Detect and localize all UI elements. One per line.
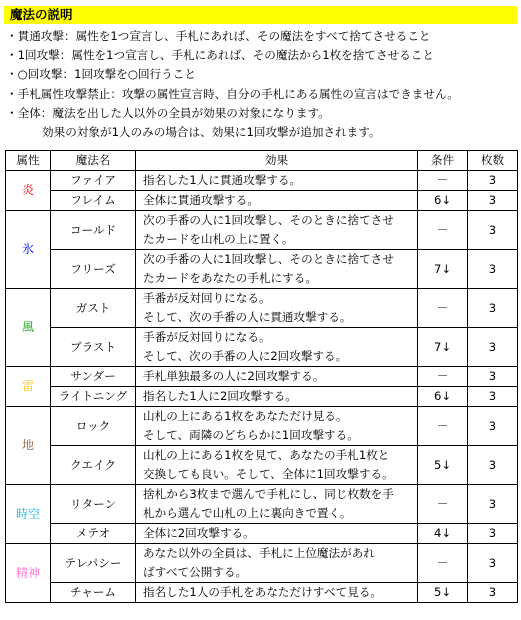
spell-condition: 6↓ bbox=[418, 191, 468, 211]
spell-condition: 7↓ bbox=[418, 250, 468, 289]
spell-count: 3 bbox=[468, 328, 518, 367]
effect-line: 山札の上にある1枚を見て、あなたの手札1枚と bbox=[143, 448, 390, 462]
effect-line: ばすべて公開する。 bbox=[143, 565, 248, 579]
spell-count: 3 bbox=[468, 524, 518, 544]
spell-count: 3 bbox=[468, 485, 518, 524]
effect-line: あなた以外の全員は、手札に上位魔法があれ bbox=[143, 546, 375, 560]
spell-condition: 6↓ bbox=[418, 387, 468, 407]
effect-line: 全体に貫通攻撃する。 bbox=[143, 193, 259, 207]
effect-line: 指名した1人の手札をあなただけすべて見る。 bbox=[143, 585, 383, 599]
spell-effect bbox=[136, 583, 418, 603]
attribute-cell: 地 bbox=[6, 407, 51, 485]
spell-name: リターン bbox=[51, 485, 136, 524]
magic-table bbox=[5, 150, 518, 603]
table-row bbox=[6, 387, 518, 407]
table-header-row bbox=[6, 151, 518, 171]
effect-line: 次の手番の人に1回攻撃し、そのときに捨てさせ bbox=[143, 213, 394, 227]
spell-effect bbox=[136, 544, 418, 583]
effect-line: そして、両隣のどちらかに1回攻撃する。 bbox=[143, 428, 359, 442]
spell-name: フレイム bbox=[51, 191, 136, 211]
effect-line: そして、次の手番の人に貫通攻撃する。 bbox=[143, 310, 352, 324]
attribute-cell: 時空 bbox=[6, 485, 51, 544]
table-row bbox=[6, 485, 518, 524]
spell-effect bbox=[136, 387, 418, 407]
effect-line: 次の手番の人に1回攻撃し、そのときに捨てさせ bbox=[143, 252, 394, 266]
spell-effect bbox=[136, 211, 418, 250]
spell-name: コールド bbox=[51, 211, 136, 250]
effect-line: 手番が反対回りになる。 bbox=[143, 330, 271, 344]
spell-count: 3 bbox=[468, 387, 518, 407]
table-row bbox=[6, 544, 518, 583]
spell-count: 3 bbox=[468, 171, 518, 191]
spell-condition: － bbox=[418, 211, 468, 250]
table-row bbox=[6, 191, 518, 211]
spell-count: 3 bbox=[468, 407, 518, 446]
spell-effect bbox=[136, 446, 418, 485]
table-row bbox=[6, 289, 518, 328]
spell-condition: 7↓ bbox=[418, 328, 468, 367]
header-effect: 効果 bbox=[136, 151, 418, 171]
spell-name: ロック bbox=[51, 407, 136, 446]
effect-line: 指名した1人に貫通攻撃する。 bbox=[143, 173, 302, 187]
spell-name: ライトニング bbox=[51, 387, 136, 407]
spell-effect bbox=[136, 485, 418, 524]
spell-condition: 4↓ bbox=[418, 524, 468, 544]
spell-name: ガスト bbox=[51, 289, 136, 328]
spell-name: クエイク bbox=[51, 446, 136, 485]
page-title: 魔法の説明 bbox=[4, 6, 517, 24]
effect-line: 交換しても良い。そして、全体に1回攻撃する。 bbox=[143, 467, 394, 481]
spell-name: ファイア bbox=[51, 171, 136, 191]
header-attribute: 属性 bbox=[6, 151, 51, 171]
effect-line: 指名した1人に2回攻撃する。 bbox=[143, 389, 297, 403]
spell-count: 3 bbox=[468, 367, 518, 387]
effect-line: 手札単独最多の人に2回攻撃する。 bbox=[143, 369, 325, 383]
table-row bbox=[6, 250, 518, 289]
rule-multiple-attack: ・○回攻撃：1回攻撃を○回行うこと bbox=[6, 67, 196, 82]
effect-line: 札から選んで山札の上に裏向きで置く。 bbox=[143, 506, 352, 520]
rule-all-targets-note: 効果の対象が1人のみの場合は、効果に1回攻撃が追加されます。 bbox=[42, 124, 381, 139]
rule-single-attack: ・1回攻撃：属性を1つ宣言し、手札にあれば、その魔法から1枚を捨てさせること bbox=[6, 48, 434, 63]
spell-effect bbox=[136, 250, 418, 289]
spell-effect bbox=[136, 367, 418, 387]
spell-condition: 5↓ bbox=[418, 583, 468, 603]
table-row bbox=[6, 328, 518, 367]
spell-count: 3 bbox=[468, 446, 518, 485]
spell-effect bbox=[136, 289, 418, 328]
effect-line: 全体に2回攻撃する。 bbox=[143, 526, 255, 540]
rule-hand-attribute-ban: ・手札属性攻撃禁止：攻撃の属性宣言時、自分の手札にある属性の宣言はできません。 bbox=[6, 86, 459, 101]
attribute-cell: 精神 bbox=[6, 544, 51, 603]
spell-condition: 5↓ bbox=[418, 446, 468, 485]
table-row bbox=[6, 524, 518, 544]
spell-count: 3 bbox=[468, 289, 518, 328]
header-spell-name: 魔法名 bbox=[51, 151, 136, 171]
effect-line: そして、次の手番の人に2回攻撃する。 bbox=[143, 349, 348, 363]
spell-name: ブラスト bbox=[51, 328, 136, 367]
spell-count: 3 bbox=[468, 583, 518, 603]
spell-effect bbox=[136, 171, 418, 191]
table-row bbox=[6, 407, 518, 446]
spell-name: メテオ bbox=[51, 524, 136, 544]
attribute-cell: 雷 bbox=[6, 367, 51, 407]
spell-name: サンダー bbox=[51, 367, 136, 387]
effect-line: 山札の上にある1枚をあなただけ見る。 bbox=[143, 409, 348, 423]
spell-effect bbox=[136, 191, 418, 211]
spell-count: 3 bbox=[468, 250, 518, 289]
effect-line: 手番が反対回りになる。 bbox=[143, 291, 271, 305]
spell-effect bbox=[136, 407, 418, 446]
table-row bbox=[6, 367, 518, 387]
table-row bbox=[6, 583, 518, 603]
spell-name: チャーム bbox=[51, 583, 136, 603]
effect-line: 捨札から3枚まで選んで手札にし、同じ枚数を手 bbox=[143, 487, 394, 501]
spell-count: 3 bbox=[468, 191, 518, 211]
spell-condition: － bbox=[418, 407, 468, 446]
spell-condition: － bbox=[418, 171, 468, 191]
header-count: 枚数 bbox=[468, 151, 518, 171]
rule-penetrating-attack: ・貫通攻撃：属性を1つ宣言し、手札にあれば、その魔法をすべて捨てさせること bbox=[6, 29, 431, 43]
spell-effect bbox=[136, 524, 418, 544]
spell-condition: － bbox=[418, 289, 468, 328]
spell-condition: － bbox=[418, 485, 468, 524]
table-row bbox=[6, 171, 518, 191]
header-condition: 条件 bbox=[418, 151, 468, 171]
spell-name: フリーズ bbox=[51, 250, 136, 289]
spell-count: 3 bbox=[468, 544, 518, 583]
table-row bbox=[6, 211, 518, 250]
attribute-cell: 氷 bbox=[6, 211, 51, 289]
rules-list bbox=[6, 27, 516, 142]
attribute-cell: 炎 bbox=[6, 171, 51, 211]
spell-name: テレパシー bbox=[51, 544, 136, 583]
spell-effect bbox=[136, 328, 418, 367]
table-row bbox=[6, 446, 518, 485]
effect-line: たカードをあなたの手札にする。 bbox=[143, 271, 317, 285]
spell-count: 3 bbox=[468, 211, 518, 250]
spell-condition: － bbox=[418, 367, 468, 387]
rule-all-targets: ・全体：魔法を出した人以外の全員が効果の対象になります。 bbox=[6, 105, 330, 120]
spell-condition: － bbox=[418, 544, 468, 583]
effect-line: たカードを山札の上に置く。 bbox=[143, 232, 294, 246]
attribute-cell: 風 bbox=[6, 289, 51, 367]
